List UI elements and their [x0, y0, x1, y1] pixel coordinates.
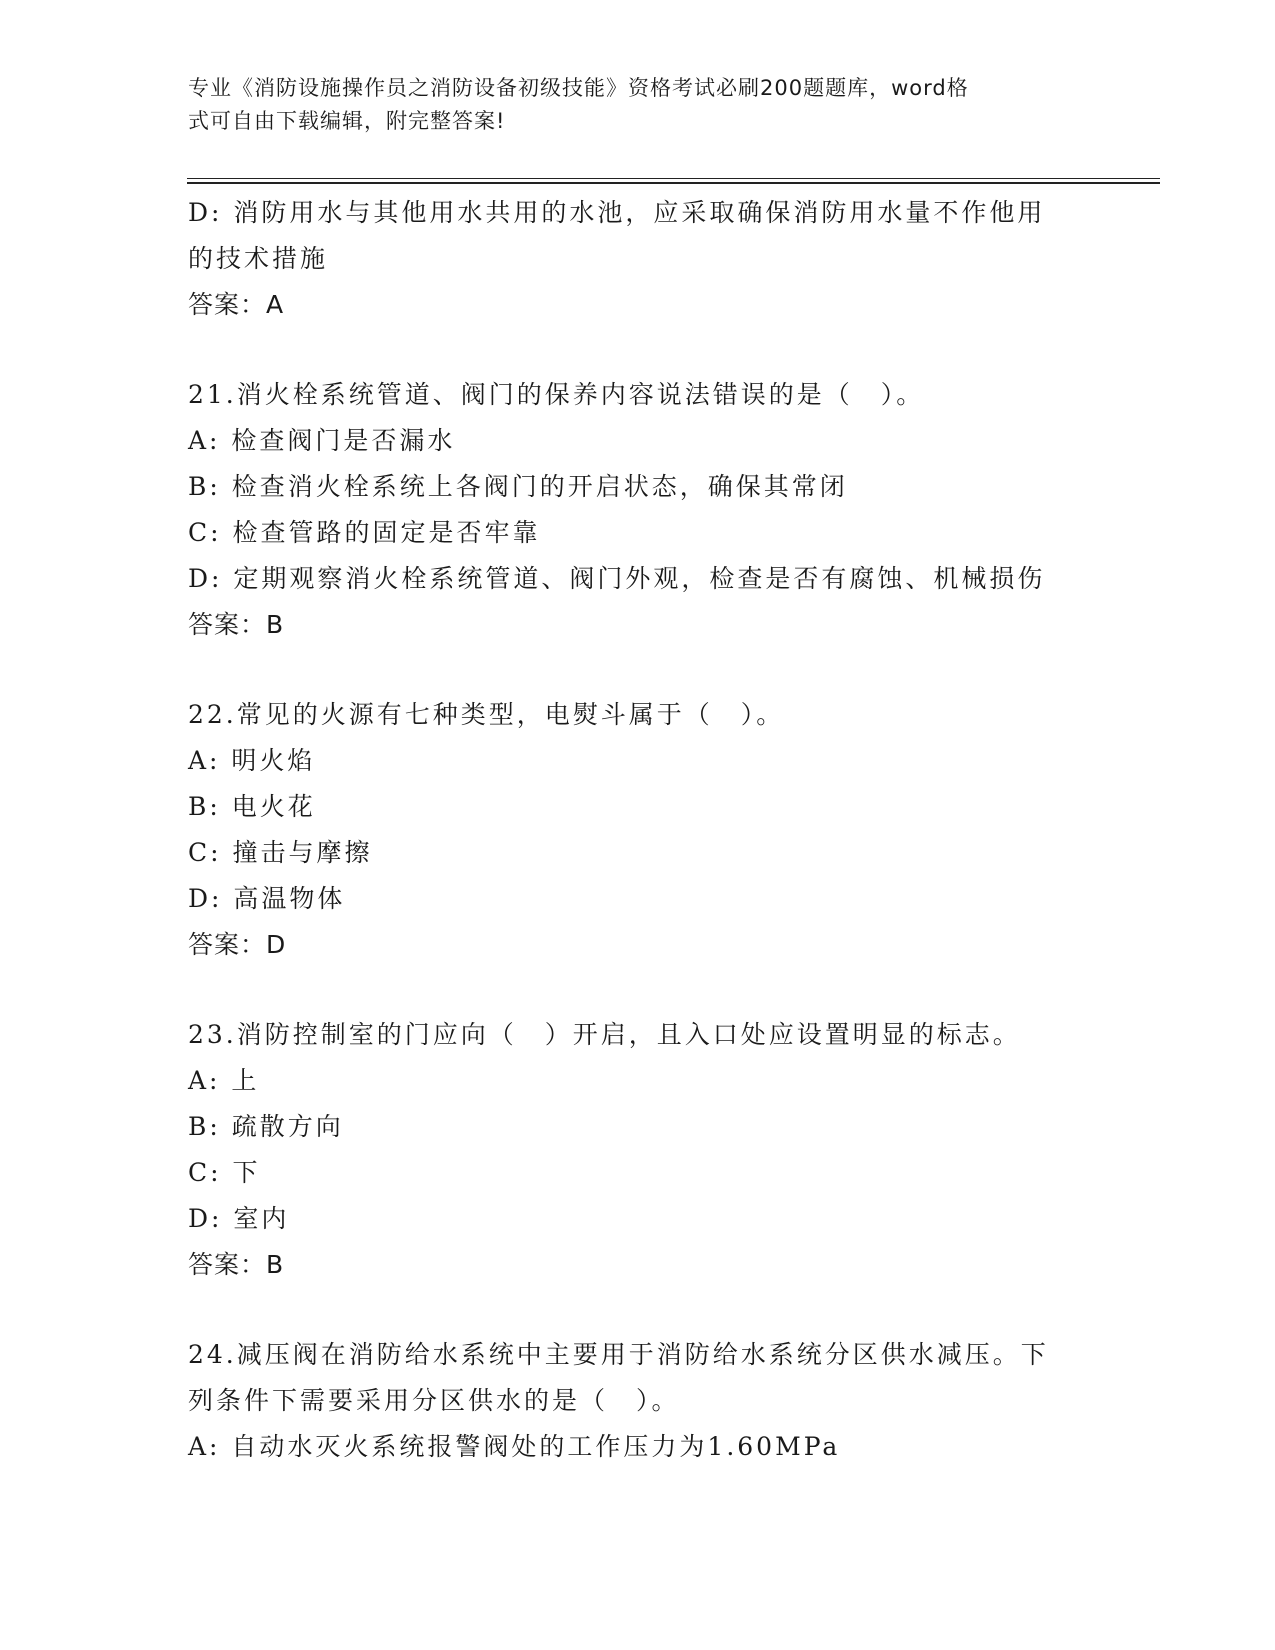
option-a: A: 检查阀门是否漏水 — [188, 426, 456, 455]
option-b: B: 电火花 — [188, 792, 316, 821]
question-22 — [188, 692, 1088, 968]
option-c: C: 下 — [188, 1158, 261, 1187]
option-d: D: 定期观察消火栓系统管道、阀门外观，检查是否有腐蚀、机械损伤 — [188, 564, 1046, 593]
option-a: A: 明火焰 — [188, 746, 316, 775]
option-d: D: 室内 — [188, 1204, 290, 1233]
header-line-1: 专业《消防设施操作员之消防设备初级技能》资格考试必刷200题题库，word格 — [188, 76, 969, 100]
question-21 — [188, 372, 1088, 648]
question-stem: 22.常见的火源有七种类型，电熨斗属于（ ）。 — [188, 700, 785, 729]
option-c: C: 检查管路的固定是否牢靠 — [188, 518, 541, 547]
option-a: A: 上 — [188, 1066, 260, 1095]
option-b: B: 疏散方向 — [188, 1112, 344, 1141]
option-b: B: 检查消火栓系统上各阀门的开启状态，确保其常闭 — [188, 472, 848, 501]
spacer — [188, 1288, 1088, 1332]
previous-question-tail — [188, 190, 1088, 328]
answer-label: 答案：B — [188, 610, 285, 639]
option-d: D: 高温物体 — [188, 884, 346, 913]
answer-label: 答案：B — [188, 1250, 285, 1279]
spacer — [188, 648, 1088, 692]
question-24 — [188, 1332, 1088, 1470]
answer-label: 答案：A — [188, 290, 285, 319]
answer-label: 答案：D — [188, 930, 287, 959]
question-23 — [188, 1012, 1088, 1288]
option-a: A: 自动水灭火系统报警阀处的工作压力为1.60MPa — [188, 1432, 841, 1461]
question-stem: 24.减压阀在消防给水系统中主要用于消防给水系统分区供水减压。下 — [188, 1340, 1049, 1369]
spacer — [188, 328, 1088, 372]
header-rule-thick — [187, 182, 1160, 184]
header-line-2: 式可自由下载编辑，附完整答案! — [188, 109, 506, 133]
option-c: C: 撞击与摩擦 — [188, 838, 373, 867]
question-stem: 21.消火栓系统管道、阀门的保养内容说法错误的是（ ）。 — [188, 380, 925, 409]
header-rule-thin — [187, 178, 1160, 179]
option-d: D: 消防用水与其他用水共用的水池，应采取确保消防用水量不作他用 — [188, 198, 1046, 227]
question-list — [188, 190, 1088, 1470]
document-header — [188, 72, 1068, 138]
spacer — [188, 968, 1088, 1012]
option-d-continuation: 的技术措施 — [188, 244, 329, 273]
question-stem: 23.消防控制室的门应向（ ）开启，且入口处应设置明显的标志。 — [188, 1020, 1021, 1049]
question-stem-continuation: 列条件下需要采用分区供水的是（ ）。 — [188, 1386, 680, 1415]
